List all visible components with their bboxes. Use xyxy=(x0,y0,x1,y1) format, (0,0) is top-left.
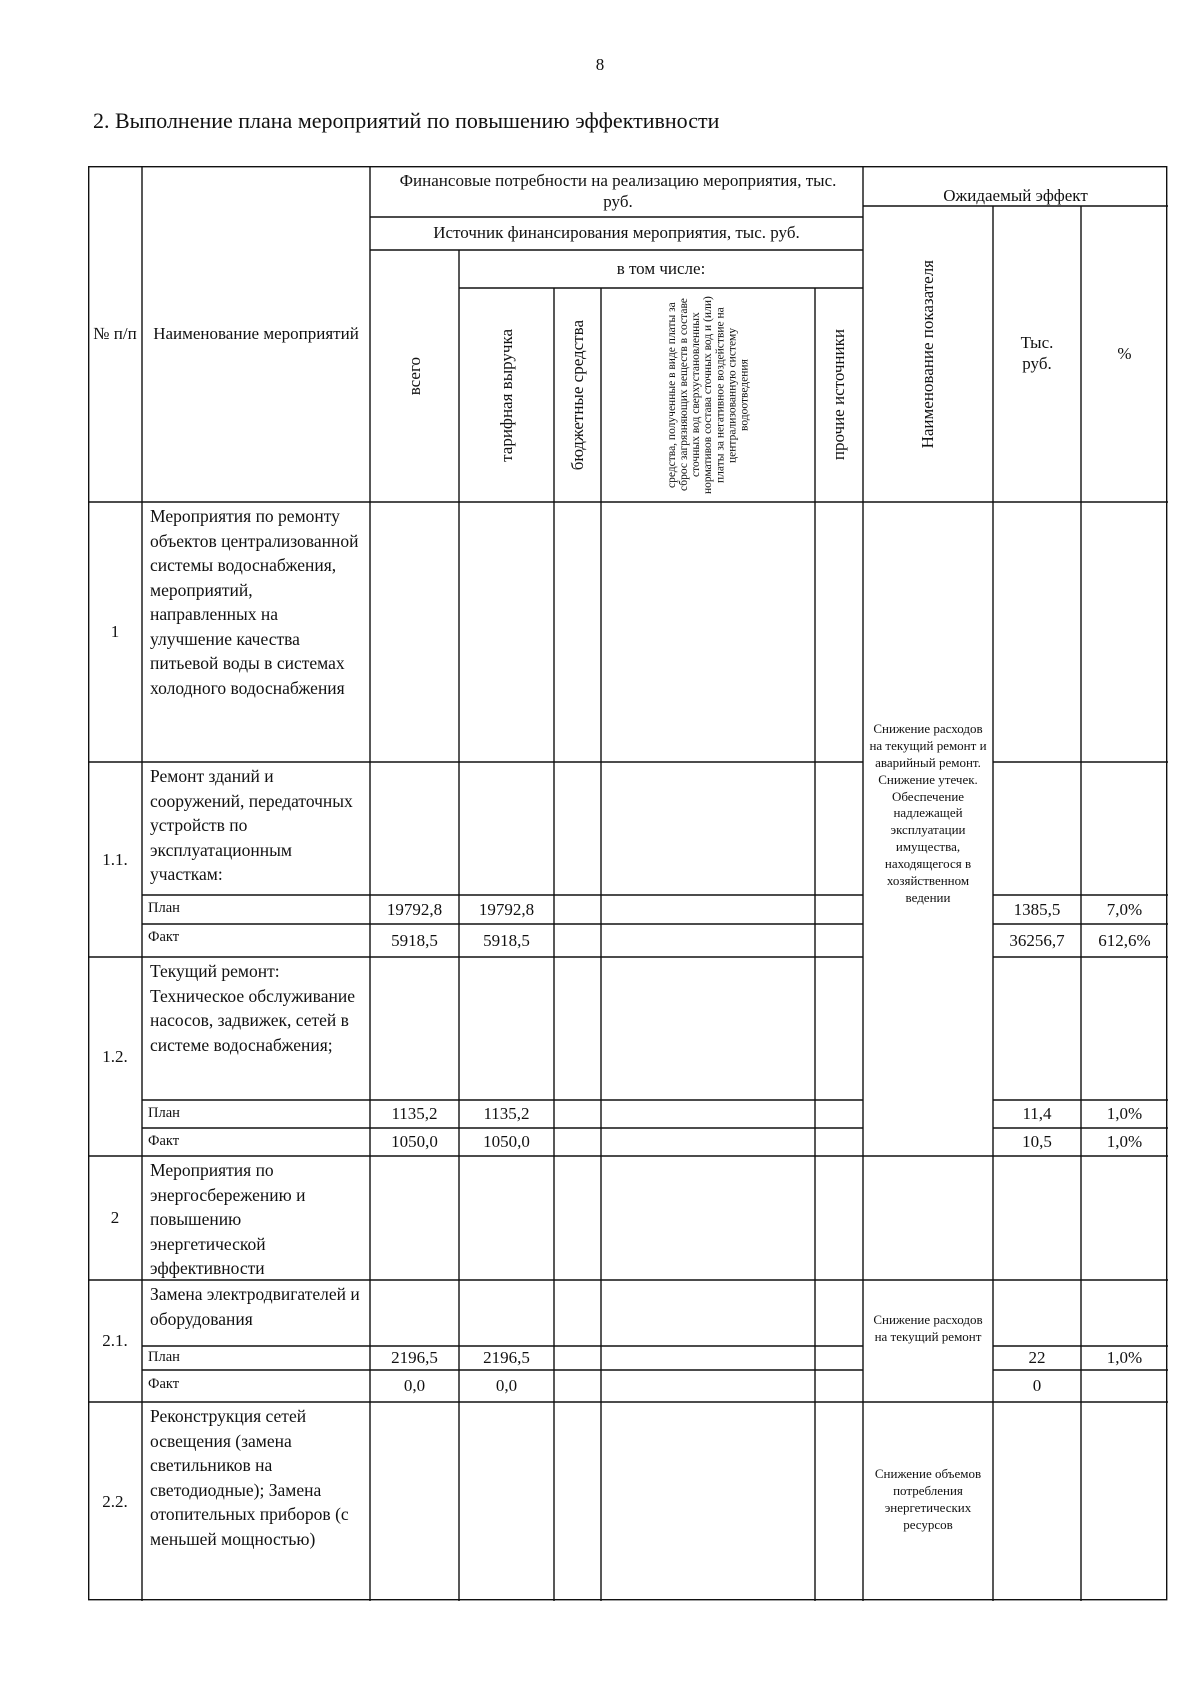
section-heading: 2. Выполнение плана мероприятий по повышению эффективности xyxy=(93,108,720,133)
row-2-1-plan-total: 2196,5 xyxy=(391,1348,438,1367)
row-1-1-name: Ремонт зданий и сооружений, передаточных устройств по эксплуатационным участкам: xyxy=(150,766,353,884)
header-percent: % xyxy=(1117,343,1132,363)
row-2-name: Мероприятия по энергосбережению и повышению энергетической эффективности xyxy=(150,1160,306,1278)
row-1-1-plan-label: План xyxy=(148,900,180,916)
row-1-2-number: 1.2. xyxy=(102,1046,128,1066)
row-2-1-fact-tariff: 0,0 xyxy=(495,1376,518,1395)
row-2-1-plan-label: План xyxy=(148,1349,180,1365)
row-1-2-plan-thous: 11,4 xyxy=(1022,1104,1052,1123)
row-2-number: 2 xyxy=(110,1208,120,1227)
row-1-2-fact-tariff: 1050,0 xyxy=(483,1132,530,1151)
row-2-1-fact-label: Факт xyxy=(148,1376,180,1392)
row-2-1-plan-pct: 1,0% xyxy=(1106,1348,1143,1367)
row-1-2-plan-tariff: 1135,2 xyxy=(483,1104,530,1123)
effect-1-indicator: Снижение расходов на текущий ремонт и аварийный ремонт. Снижение утечек. Обеспечение надлежащей эксплуатации имущества, находящегося в хозяйственном ведении xyxy=(869,721,987,905)
header-total: всего xyxy=(404,356,424,396)
header-name: Наименование мероприятий xyxy=(153,323,359,343)
row-2-1-plan-tariff: 2196,5 xyxy=(483,1348,530,1367)
row-1-1-plan-tariff: 19792,8 xyxy=(478,899,535,919)
header-other-sources: прочие источники xyxy=(829,329,849,461)
row-2-1-name: Замена электродвигателей и оборудования xyxy=(150,1284,360,1329)
row-1-1-fact-label: Факт xyxy=(148,929,180,945)
row-1-2-fact-label: Факт xyxy=(148,1133,180,1149)
row-1-1-fact-tariff: 5918,5 xyxy=(483,930,530,950)
row-1-2-plan-pct: 1,0% xyxy=(1106,1104,1143,1123)
row-1-1-fact-pct: 612,6% xyxy=(1098,930,1151,950)
header-financial-needs: Финансовые потребности на реализацию мероприятия, тыс. руб. xyxy=(399,171,837,211)
row-2-2-number: 2.2. xyxy=(102,1491,128,1511)
header-funding-source: Источник финансирования мероприятия, тыс. руб. xyxy=(433,223,800,243)
row-2-2-name: Реконструкция сетей освещения (замена светильников на светодиодные); Замена отопительных приборов (с меньшей мощностью) xyxy=(150,1406,349,1549)
header-including: в том числе: xyxy=(616,258,706,278)
header-wastewater-payments: средства, полученные в виде платы за сброс загрязняющих веществ в составе сточных вод сверхустановленных нормативов состава сточных вод и (или) платы за негативное воздействие на централизованную систему водоотведения xyxy=(665,296,751,494)
row-1-2-plan-label: План xyxy=(148,1105,180,1121)
row-1-2-plan-total: 1135,2 xyxy=(391,1104,438,1123)
header-expected-effect: Ожидаемый эффект xyxy=(943,185,1088,205)
row-1-1-fact-thous: 36256,7 xyxy=(1009,930,1065,950)
row-1-2-fact-thous: 10,5 xyxy=(1022,1132,1052,1151)
row-1-2-fact-total: 1050,0 xyxy=(391,1132,438,1151)
effect-2-1-indicator: Снижение расходов на текущий ремонт xyxy=(873,1312,983,1344)
row-1-1-plan-thous: 1385,5 xyxy=(1013,899,1061,919)
row-1-1-plan-total: 19792,8 xyxy=(386,899,443,919)
row-1-name: Мероприятия по ремонту объектов централизованной системы водоснабжения, мероприятий, направленных на улучшение качества питьевой воды в системах холодного водоснабжения xyxy=(150,506,359,698)
header-indicator-name: Наименование показателя xyxy=(918,259,938,449)
efficiency-plan-table xyxy=(88,166,1168,1601)
row-1-number: 1 xyxy=(110,622,120,641)
row-2-1-number: 2.1. xyxy=(102,1331,128,1350)
row-2-1-fact-thous: 0 xyxy=(1032,1376,1042,1395)
row-1-1-number: 1.1. xyxy=(102,849,128,869)
effect-2-2-indicator: Снижение объемов потребления энергетических ресурсов xyxy=(874,1466,982,1532)
row-2-1-fact-total: 0,0 xyxy=(403,1376,426,1395)
row-1-2-fact-pct: 1,0% xyxy=(1106,1132,1143,1151)
page-number: 8 xyxy=(595,55,605,74)
row-1-1-fact-total: 5918,5 xyxy=(391,930,438,950)
header-tariff-revenue: тарифная выручка xyxy=(496,328,516,462)
header-thousand-rub: Тыс. руб. xyxy=(1020,333,1054,373)
row-2-1-plan-thous: 22 xyxy=(1028,1348,1046,1367)
header-number: № п/п xyxy=(93,323,137,343)
row-1-2-name: Текущий ремонт: Техническое обслуживание насосов, задвижек, сетей в системе водоснабжения; xyxy=(150,961,355,1055)
header-budget-funds: бюджетные средства xyxy=(567,319,587,471)
row-1-1-plan-pct: 7,0% xyxy=(1106,899,1143,919)
